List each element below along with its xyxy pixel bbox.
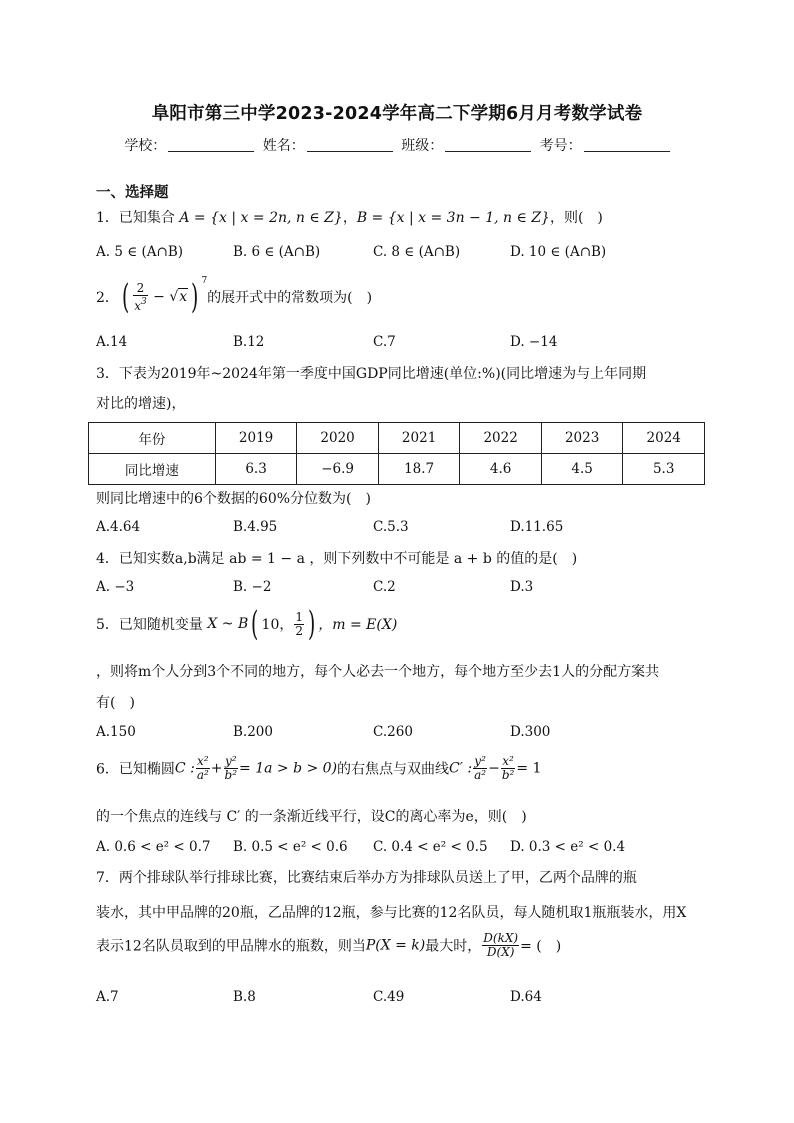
q6-line-2: 的一个焦点的连线与 C′ 的一条渐近线平行，设C的离心率为e，则( ) — [96, 809, 527, 825]
q7-fraction — [482, 932, 519, 959]
student-info-row — [0, 135, 794, 155]
q6-option-c[interactable]: C. 0.4 < e² < 0.5 — [373, 839, 488, 855]
question-2 — [96, 276, 373, 317]
q1-option-a[interactable]: A. 5 ∈ (A∩B) — [96, 244, 184, 260]
table-cell: 2021 — [378, 423, 460, 454]
q2-sqrt: √x — [169, 289, 188, 305]
q6-h-num-1: y² — [474, 754, 486, 768]
q2-frac-den — [133, 296, 148, 313]
q3-option-b[interactable]: B.4.95 — [233, 519, 278, 535]
q6-e-num-1: x² — [197, 754, 209, 768]
table-cell: 4.5 — [541, 454, 623, 485]
q7-line-3-end: = ( ) — [520, 938, 562, 955]
q5-fraction — [294, 611, 304, 638]
q3-option-a[interactable]: A.4.64 — [96, 519, 141, 535]
q3-line-1: 3．下表为2019年~2024年第一季度中国GDP同比增速(单位:%)(同比增速为与上年同期 — [96, 366, 647, 382]
q4-option-c[interactable]: C.2 — [373, 579, 396, 595]
q5-option-b[interactable]: B.200 — [233, 724, 273, 740]
q5-left-paren: ( — [251, 604, 259, 644]
q6-h-num-2: x² — [502, 754, 514, 768]
q6-hyperbola-eq: = 1 — [516, 760, 542, 777]
q1-tail: ，则( ) — [549, 210, 603, 226]
class-label: 班级： — [401, 138, 444, 154]
q5-frac-num: 1 — [295, 609, 303, 624]
table-header-row — [89, 423, 705, 454]
q7-option-a[interactable]: A.7 — [96, 989, 119, 1005]
school-label: 学校： — [124, 138, 167, 154]
q6-minus: − — [488, 760, 500, 777]
q2-frac-num: 2 — [133, 282, 148, 296]
q2-option-a[interactable]: A.14 — [96, 334, 128, 350]
q6-plus: + — [210, 760, 223, 777]
name-label: 姓名： — [262, 138, 305, 154]
q5-frac-den: 2 — [295, 623, 303, 638]
q6-option-d[interactable]: D. 0.3 < e² < 0.4 — [510, 839, 626, 855]
q5-param-n: 10， — [261, 617, 294, 633]
school-field — [124, 135, 254, 155]
question-1 — [96, 207, 603, 227]
q2-left-paren: ( — [121, 277, 130, 317]
name-blank[interactable] — [307, 139, 393, 152]
q1-comma: ， — [342, 210, 357, 226]
q6-hyperbola-frac-2 — [501, 755, 516, 782]
q6-e-den-2: b² — [224, 768, 238, 782]
q6-ellipse-frac-2 — [224, 755, 239, 782]
section-heading: 一、选择题 — [96, 185, 169, 201]
table-cell: 18.7 — [378, 454, 460, 485]
q5-line-3: 有( ) — [96, 695, 135, 711]
q6-hyperbola-label: C′ : — [449, 760, 473, 777]
q7-option-c[interactable]: C.49 — [373, 989, 405, 1005]
q6-ellipse-label: C : — [174, 760, 195, 777]
class-field — [401, 135, 531, 155]
table-cell: 5.3 — [623, 454, 705, 485]
q5-stem: 5．已知随机变量 — [96, 617, 203, 633]
q6-stem: 6．已知椭圆 — [96, 761, 175, 778]
q1-stem: 1．已知集合 — [96, 210, 175, 226]
q5-option-a[interactable]: A.150 — [96, 724, 136, 740]
q3-option-d[interactable]: D.11.65 — [510, 519, 564, 535]
number-blank[interactable] — [584, 139, 670, 152]
table-cell: 同比增速 — [89, 454, 216, 485]
q7-frac-num: D(kX) — [483, 931, 519, 945]
q4-option-d[interactable]: D.3 — [510, 579, 534, 595]
q2-exponent: 7 — [201, 276, 208, 286]
q1-option-d[interactable]: D. 10 ∈ (A∩B) — [510, 244, 607, 260]
q2-fraction — [133, 282, 148, 313]
q5-option-d[interactable]: D.300 — [510, 724, 551, 740]
q6-hyperbola-frac-1 — [473, 755, 487, 782]
q6-h-den-1: a² — [474, 768, 487, 782]
q7-option-b[interactable]: B.8 — [233, 989, 256, 1005]
q2-sqrt-x: x — [179, 289, 188, 305]
table-cell: 6.3 — [215, 454, 297, 485]
q1-option-b[interactable]: B. 6 ∈ (A∩B) — [233, 244, 321, 260]
q7-line-3-start: 表示12名队员取到的甲品牌水的瓶数，则当 — [96, 938, 366, 955]
table-row — [89, 454, 705, 485]
q2-option-b[interactable]: B.12 — [233, 334, 265, 350]
gdp-table — [88, 422, 705, 485]
q7-probability: P(X = k) — [365, 937, 426, 954]
table-cell: 2023 — [541, 423, 623, 454]
number-label: 考号： — [539, 138, 582, 154]
q7-line-3 — [96, 932, 561, 959]
table-cell: 2024 — [623, 423, 705, 454]
q5-tail: ，m = E(X) — [318, 617, 398, 633]
q6-e-num-2: y² — [224, 754, 237, 768]
name-field — [263, 135, 393, 155]
q2-den-exp: 3 — [140, 296, 147, 307]
q6-e-den-1: a² — [196, 768, 209, 782]
q1-option-c[interactable]: C. 8 ∈ (A∩B) — [373, 244, 461, 260]
q2-number: 2． — [96, 290, 119, 306]
question-6 — [96, 755, 541, 782]
q5-distribution: X ~ B — [207, 616, 249, 632]
table-cell: 2022 — [460, 423, 542, 454]
table-cell: 4.6 — [460, 454, 542, 485]
q6-option-a[interactable]: A. 0.6 < e² < 0.7 — [96, 839, 211, 855]
q6-ellipse-frac-1 — [196, 755, 210, 782]
q7-line-3-mid: 最大时， — [425, 938, 482, 955]
table-cell: 2019 — [215, 423, 297, 454]
class-blank[interactable] — [445, 139, 531, 152]
q7-option-d[interactable]: D.64 — [510, 989, 542, 1005]
q5-line-2: ，则将m个人分到3个不同的地方，每个人必去一个地方，每个地方至少去1人的分配方案共 — [96, 664, 660, 680]
q2-minus: − — [148, 289, 170, 305]
q2-right-paren: ) — [191, 277, 199, 317]
q6-h-den-2: b² — [501, 768, 515, 782]
q7-line-2: 装水，其中甲品牌的20瓶，乙品牌的12瓶，参与比赛的12名队员，每人随机取1瓶瓶装水，用X — [96, 905, 687, 921]
q6-ellipse-condition: = 1a > b > 0) — [239, 760, 338, 777]
exam-title: 阜阳市第三中学2023-2024学年高二下学期6月月考数学试卷 — [151, 104, 643, 124]
q3-option-c[interactable]: C.5.3 — [373, 519, 409, 535]
table-cell: 年份 — [89, 423, 216, 454]
q7-frac-den: D(X) — [486, 945, 515, 959]
q3-line-3: 则同比增速中的6个数据的60%分位数为( ) — [96, 491, 371, 507]
q5-right-paren: ) — [307, 604, 316, 644]
question-4: 4．已知实数a,b满足 ab = 1 − a ，则下列数中不可能是 a + b 的值的是( ) — [96, 551, 578, 567]
q6-mid-text: 的右焦点与双曲线 — [337, 761, 450, 778]
q6-option-b[interactable]: B. 0.5 < e² < 0.6 — [233, 839, 348, 855]
q1-set-a: A = {x | x = 2n, n ∈ Z} — [179, 210, 343, 226]
q5-option-c[interactable]: C.260 — [373, 724, 413, 740]
q4-option-b[interactable]: B. −2 — [233, 579, 272, 595]
q1-set-b: B = {x | x = 3n − 1, n ∈ Z} — [356, 210, 550, 226]
q3-line-2: 对比的增速)， — [96, 396, 186, 412]
q2-tail: 的展开式中的常数项为( ) — [207, 290, 373, 306]
q7-line-1: 7．两个排球队举行排球比赛，比赛结束后举办方为排球队员送上了甲，乙两个品牌的瓶 — [96, 870, 637, 886]
table-cell: −6.9 — [297, 454, 379, 485]
table-cell: 2020 — [297, 423, 379, 454]
q2-option-c[interactable]: C.7 — [373, 334, 396, 350]
number-field — [540, 135, 670, 155]
q2-option-d[interactable]: D. −14 — [510, 334, 558, 350]
question-5 — [96, 604, 398, 644]
school-blank[interactable] — [168, 139, 254, 152]
q4-option-a[interactable]: A. −3 — [96, 579, 135, 595]
q2-den-base: x — [134, 298, 141, 313]
